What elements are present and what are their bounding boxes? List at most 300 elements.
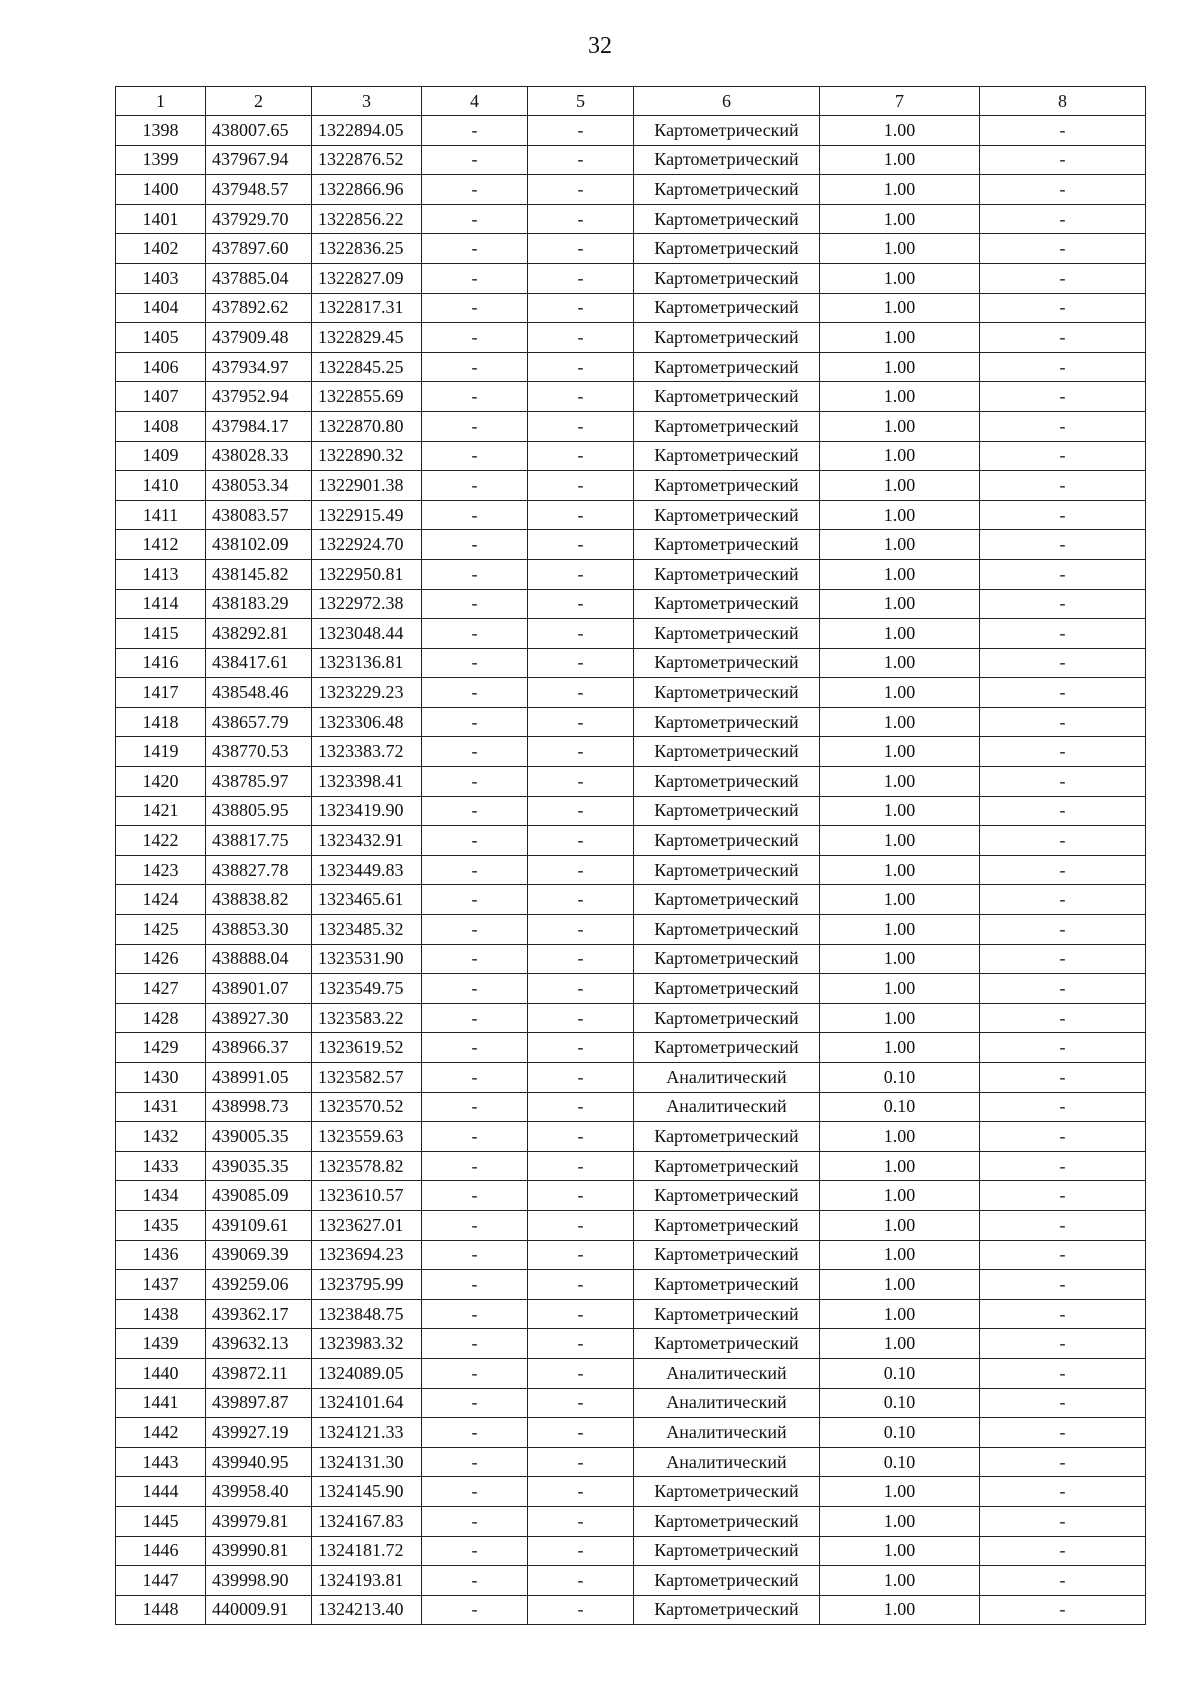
table-row — [116, 1240, 1146, 1270]
table-cell: - — [980, 559, 1146, 589]
table-cell: 440009.91 — [206, 1595, 312, 1625]
table-cell: - — [422, 1299, 528, 1329]
table-cell: 1.00 — [820, 500, 980, 530]
table-cell: - — [528, 382, 634, 412]
table-row — [116, 382, 1146, 412]
table-cell: 1324213.40 — [312, 1595, 422, 1625]
table-cell: Картометрический — [634, 530, 820, 560]
table-cell: 1323570.52 — [312, 1092, 422, 1122]
table-row — [116, 737, 1146, 767]
table-row — [116, 441, 1146, 471]
table-cell: Картометрический — [634, 974, 820, 1004]
table-cell: 1323848.75 — [312, 1299, 422, 1329]
table-cell: - — [422, 441, 528, 471]
table-cell: 1.00 — [820, 145, 980, 175]
table-cell: - — [422, 1477, 528, 1507]
table-row — [116, 263, 1146, 293]
table-cell: 1.00 — [820, 1477, 980, 1507]
table-cell: 1409 — [116, 441, 206, 471]
table-cell: - — [528, 1418, 634, 1448]
table-cell: 1444 — [116, 1477, 206, 1507]
table-cell: 1.00 — [820, 411, 980, 441]
table-cell: 1.00 — [820, 1240, 980, 1270]
table-cell: - — [422, 1003, 528, 1033]
table-cell: - — [528, 737, 634, 767]
table-cell: 1324181.72 — [312, 1536, 422, 1566]
table-cell: 1322950.81 — [312, 559, 422, 589]
table-cell: 1442 — [116, 1418, 206, 1448]
table-cell: 1402 — [116, 234, 206, 264]
table-cell: 1323465.61 — [312, 885, 422, 915]
table-cell: - — [528, 441, 634, 471]
table-cell: Картометрический — [634, 234, 820, 264]
table-cell: - — [528, 1299, 634, 1329]
table-cell: 1323306.48 — [312, 707, 422, 737]
table-cell: Картометрический — [634, 1003, 820, 1033]
table-row — [116, 1122, 1146, 1152]
table-cell: - — [422, 678, 528, 708]
table-cell: - — [422, 175, 528, 205]
table-cell: - — [980, 885, 1146, 915]
table-row — [116, 352, 1146, 382]
table-cell: - — [422, 974, 528, 1004]
table-cell: - — [980, 796, 1146, 826]
table-cell: 1322876.52 — [312, 145, 422, 175]
table-cell: 1.00 — [820, 944, 980, 974]
table-cell: Картометрический — [634, 1299, 820, 1329]
table-cell: - — [980, 1240, 1146, 1270]
table-cell: 439940.95 — [206, 1447, 312, 1477]
table-cell: - — [422, 648, 528, 678]
table-cell: 438805.95 — [206, 796, 312, 826]
table-cell: 1432 — [116, 1122, 206, 1152]
table-cell: 1323559.63 — [312, 1122, 422, 1152]
table-cell: 438183.29 — [206, 589, 312, 619]
table-cell: - — [980, 411, 1146, 441]
table-cell: 1.00 — [820, 293, 980, 323]
table-cell: 438145.82 — [206, 559, 312, 589]
table-cell: - — [528, 500, 634, 530]
table-cell: - — [980, 323, 1146, 353]
table-cell: - — [980, 944, 1146, 974]
column-header: 4 — [422, 87, 528, 116]
table-cell: - — [528, 471, 634, 501]
table-cell: - — [422, 1447, 528, 1477]
table-row — [116, 1329, 1146, 1359]
table-cell: - — [528, 974, 634, 1004]
table-cell: Картометрический — [634, 767, 820, 797]
table-row — [116, 500, 1146, 530]
table-cell: 1423 — [116, 855, 206, 885]
table-cell: 1.00 — [820, 826, 980, 856]
table-cell: - — [980, 1536, 1146, 1566]
table-cell: - — [528, 1063, 634, 1093]
table-cell: 438927.30 — [206, 1003, 312, 1033]
table-cell: 439998.90 — [206, 1566, 312, 1596]
table-cell: 1322901.38 — [312, 471, 422, 501]
table-cell: - — [422, 263, 528, 293]
table-cell: - — [422, 559, 528, 589]
table-cell: - — [980, 441, 1146, 471]
table-cell: 1.00 — [820, 175, 980, 205]
table-cell: - — [528, 293, 634, 323]
table-cell: - — [528, 1210, 634, 1240]
table-cell: 439632.13 — [206, 1329, 312, 1359]
table-cell: - — [528, 1595, 634, 1625]
table-cell: - — [528, 116, 634, 146]
table-cell: - — [980, 1477, 1146, 1507]
table-cell: 1.00 — [820, 204, 980, 234]
table-cell: 438770.53 — [206, 737, 312, 767]
table-cell: 437984.17 — [206, 411, 312, 441]
table-cell: Картометрический — [634, 1506, 820, 1536]
page-number: 32 — [588, 33, 612, 59]
table-cell: - — [980, 1122, 1146, 1152]
table-cell: - — [422, 737, 528, 767]
table-cell: - — [422, 589, 528, 619]
table-row — [116, 974, 1146, 1004]
table-cell: 1.00 — [820, 323, 980, 353]
table-cell: - — [980, 1033, 1146, 1063]
table-cell: 438083.57 — [206, 500, 312, 530]
table-cell: - — [980, 1418, 1146, 1448]
table-cell: 1324101.64 — [312, 1388, 422, 1418]
table-cell: 1.00 — [820, 352, 980, 382]
table-cell: Картометрический — [634, 944, 820, 974]
table-cell: 1.00 — [820, 974, 980, 1004]
table-cell: 1322845.25 — [312, 352, 422, 382]
table-cell: - — [422, 145, 528, 175]
table-row — [116, 1536, 1146, 1566]
table-cell: 0.10 — [820, 1092, 980, 1122]
table-cell: 1.00 — [820, 707, 980, 737]
table-cell: - — [528, 145, 634, 175]
table-cell: 1322829.45 — [312, 323, 422, 353]
table-cell: 438102.09 — [206, 530, 312, 560]
table-cell: 1323795.99 — [312, 1270, 422, 1300]
table-row — [116, 944, 1146, 974]
table-cell: - — [528, 204, 634, 234]
table-cell: 1.00 — [820, 1299, 980, 1329]
table-cell: 1322915.49 — [312, 500, 422, 530]
table-cell: Картометрический — [634, 1477, 820, 1507]
table-cell: - — [980, 234, 1146, 264]
table-cell: 437897.60 — [206, 234, 312, 264]
table-cell: - — [528, 1566, 634, 1596]
table-row — [116, 855, 1146, 885]
table-cell: 439362.17 — [206, 1299, 312, 1329]
table-cell: - — [528, 648, 634, 678]
table-cell: - — [980, 1181, 1146, 1211]
table-cell: 437885.04 — [206, 263, 312, 293]
table-cell: 438827.78 — [206, 855, 312, 885]
table-cell: 1437 — [116, 1270, 206, 1300]
table-cell: - — [980, 1092, 1146, 1122]
table-cell: Картометрический — [634, 648, 820, 678]
table-row — [116, 1151, 1146, 1181]
table-cell: - — [980, 500, 1146, 530]
table-cell: 1427 — [116, 974, 206, 1004]
table-row — [116, 767, 1146, 797]
table-cell: - — [422, 116, 528, 146]
table-cell: 1435 — [116, 1210, 206, 1240]
table-cell: - — [980, 1506, 1146, 1536]
table-cell: - — [980, 767, 1146, 797]
table-cell: - — [980, 1151, 1146, 1181]
table-cell: - — [528, 826, 634, 856]
table-cell: - — [528, 234, 634, 264]
table-cell: - — [422, 1358, 528, 1388]
table-cell: 438998.73 — [206, 1092, 312, 1122]
table-cell: 1419 — [116, 737, 206, 767]
table-cell: 1323531.90 — [312, 944, 422, 974]
table-cell: - — [528, 323, 634, 353]
table-cell: - — [980, 707, 1146, 737]
table-cell: 1406 — [116, 352, 206, 382]
table-row — [116, 619, 1146, 649]
table-row — [116, 915, 1146, 945]
table-cell: 438966.37 — [206, 1033, 312, 1063]
table-cell: Картометрический — [634, 204, 820, 234]
column-header: 8 — [980, 87, 1146, 116]
table-cell: 437892.62 — [206, 293, 312, 323]
table-cell: - — [422, 915, 528, 945]
table-cell: 437934.97 — [206, 352, 312, 382]
table-cell: 1436 — [116, 1240, 206, 1270]
table-cell: - — [980, 1595, 1146, 1625]
table-cell: 1.00 — [820, 1329, 980, 1359]
table-cell: - — [528, 1033, 634, 1063]
table-cell: Картометрический — [634, 619, 820, 649]
table-cell: 0.10 — [820, 1358, 980, 1388]
table-cell: - — [528, 1358, 634, 1388]
table-row — [116, 559, 1146, 589]
table-cell: - — [980, 116, 1146, 146]
table-cell: - — [980, 855, 1146, 885]
table-cell: 1433 — [116, 1151, 206, 1181]
table-cell: - — [528, 1270, 634, 1300]
table-cell: - — [422, 1122, 528, 1152]
table-cell: 1438 — [116, 1299, 206, 1329]
table-cell: 1411 — [116, 500, 206, 530]
table-cell: 439069.39 — [206, 1240, 312, 1270]
table-cell: 1323419.90 — [312, 796, 422, 826]
table-cell: - — [528, 855, 634, 885]
table-cell: 1.00 — [820, 1033, 980, 1063]
table-cell: 1400 — [116, 175, 206, 205]
table-cell: Картометрический — [634, 1151, 820, 1181]
table-cell: Картометрический — [634, 1240, 820, 1270]
table-cell: 1322870.80 — [312, 411, 422, 441]
table-cell: - — [528, 885, 634, 915]
table-cell: 1414 — [116, 589, 206, 619]
table-cell: 1441 — [116, 1388, 206, 1418]
table-cell: 1422 — [116, 826, 206, 856]
table-cell: 438785.97 — [206, 767, 312, 797]
table-cell: 439259.06 — [206, 1270, 312, 1300]
table-cell: Картометрический — [634, 1270, 820, 1300]
table-cell: - — [422, 382, 528, 412]
table-cell: - — [422, 1092, 528, 1122]
table-row — [116, 1447, 1146, 1477]
table-cell: - — [528, 1003, 634, 1033]
table-cell: 1324121.33 — [312, 1418, 422, 1448]
table-cell: Картометрический — [634, 707, 820, 737]
table-row — [116, 1063, 1146, 1093]
table-cell: 438007.65 — [206, 116, 312, 146]
table-cell: 1324131.30 — [312, 1447, 422, 1477]
table-cell: 1.00 — [820, 767, 980, 797]
table-cell: - — [422, 1566, 528, 1596]
table-cell: - — [980, 530, 1146, 560]
table-cell: Аналитический — [634, 1418, 820, 1448]
table-cell: - — [980, 1063, 1146, 1093]
table-cell: - — [528, 175, 634, 205]
table-cell: Картометрический — [634, 885, 820, 915]
table-cell: - — [422, 944, 528, 974]
table-cell: 1323627.01 — [312, 1210, 422, 1240]
table-cell: - — [422, 293, 528, 323]
table-row — [116, 1477, 1146, 1507]
table-cell: 1440 — [116, 1358, 206, 1388]
table-row — [116, 204, 1146, 234]
table-cell: - — [528, 263, 634, 293]
table-cell: 1.00 — [820, 737, 980, 767]
table-cell: Картометрический — [634, 145, 820, 175]
table-cell: 1443 — [116, 1447, 206, 1477]
table-cell: - — [422, 707, 528, 737]
table-cell: 438838.82 — [206, 885, 312, 915]
table-row — [116, 1003, 1146, 1033]
table-cell: - — [422, 500, 528, 530]
table-cell: 439897.87 — [206, 1388, 312, 1418]
table-row — [116, 530, 1146, 560]
table-cell: 1323694.23 — [312, 1240, 422, 1270]
table-cell: 0.10 — [820, 1447, 980, 1477]
table-cell: 1.00 — [820, 1506, 980, 1536]
table-cell: 1323582.57 — [312, 1063, 422, 1093]
table-cell: Картометрический — [634, 263, 820, 293]
table-row — [116, 589, 1146, 619]
table-cell: 1425 — [116, 915, 206, 945]
table-cell: - — [422, 1595, 528, 1625]
table-cell: 438657.79 — [206, 707, 312, 737]
table-cell: 1408 — [116, 411, 206, 441]
table-cell: - — [528, 678, 634, 708]
table-cell: Картометрический — [634, 116, 820, 146]
table-cell: 1415 — [116, 619, 206, 649]
table-cell: Картометрический — [634, 441, 820, 471]
table-cell: 438292.81 — [206, 619, 312, 649]
table-cell: - — [528, 915, 634, 945]
table-cell: - — [980, 1447, 1146, 1477]
table-cell: 1.00 — [820, 263, 980, 293]
table-cell: 0.10 — [820, 1388, 980, 1418]
table-cell: 1324193.81 — [312, 1566, 422, 1596]
table-cell: - — [528, 1388, 634, 1418]
table-cell: 1.00 — [820, 1595, 980, 1625]
table-cell: Картометрический — [634, 559, 820, 589]
table-row — [116, 234, 1146, 264]
table-cell: 1.00 — [820, 559, 980, 589]
table-cell: - — [528, 1506, 634, 1536]
table-cell: 439872.11 — [206, 1358, 312, 1388]
table-row — [116, 1566, 1146, 1596]
table-cell: 1426 — [116, 944, 206, 974]
table-cell: Картометрический — [634, 500, 820, 530]
coordinates-table — [115, 86, 1146, 1625]
table-cell: - — [528, 944, 634, 974]
table-cell: Картометрический — [634, 796, 820, 826]
table-row — [116, 323, 1146, 353]
table-cell: - — [528, 707, 634, 737]
table-cell: 1401 — [116, 204, 206, 234]
table-cell: - — [980, 1003, 1146, 1033]
table-cell: 1.00 — [820, 855, 980, 885]
table-row — [116, 1388, 1146, 1418]
table-row — [116, 1418, 1146, 1448]
table-cell: 1324167.83 — [312, 1506, 422, 1536]
table-cell: 437967.94 — [206, 145, 312, 175]
table-cell: 438888.04 — [206, 944, 312, 974]
table-row — [116, 116, 1146, 146]
table-cell: 1407 — [116, 382, 206, 412]
table-cell: 1323583.22 — [312, 1003, 422, 1033]
table-cell: - — [422, 619, 528, 649]
table-cell: Картометрический — [634, 1122, 820, 1152]
table-cell: 438817.75 — [206, 826, 312, 856]
table-cell: 1322894.05 — [312, 116, 422, 146]
table-cell: - — [980, 352, 1146, 382]
table-cell: - — [980, 471, 1146, 501]
table-cell: 438901.07 — [206, 974, 312, 1004]
table-cell: Картометрический — [634, 382, 820, 412]
table-cell: 1.00 — [820, 1270, 980, 1300]
table-cell: - — [980, 263, 1146, 293]
table-cell: - — [528, 411, 634, 441]
table-cell: - — [980, 1329, 1146, 1359]
table-cell: 1322890.32 — [312, 441, 422, 471]
table-cell: - — [422, 1329, 528, 1359]
table-cell: Картометрический — [634, 589, 820, 619]
table-cell: - — [422, 471, 528, 501]
table-cell: - — [422, 1388, 528, 1418]
table-cell: - — [980, 826, 1146, 856]
table-cell: - — [422, 796, 528, 826]
column-header: 2 — [206, 87, 312, 116]
table-cell: - — [422, 1033, 528, 1063]
table-cell: - — [528, 530, 634, 560]
table-cell: 1323549.75 — [312, 974, 422, 1004]
table-cell: 1447 — [116, 1566, 206, 1596]
table-cell: - — [422, 1063, 528, 1093]
table-cell: 1323398.41 — [312, 767, 422, 797]
column-header: 5 — [528, 87, 634, 116]
table-cell: 1322924.70 — [312, 530, 422, 560]
table-cell: - — [422, 411, 528, 441]
table-cell: 1.00 — [820, 441, 980, 471]
table-cell: 438548.46 — [206, 678, 312, 708]
table-row — [116, 1181, 1146, 1211]
table-cell: 1.00 — [820, 915, 980, 945]
table-cell: 1398 — [116, 116, 206, 146]
table-cell: 1439 — [116, 1329, 206, 1359]
column-header: 1 — [116, 87, 206, 116]
table-cell: - — [422, 1506, 528, 1536]
table-cell: 1323229.23 — [312, 678, 422, 708]
table-cell: - — [980, 145, 1146, 175]
table-cell: - — [528, 1092, 634, 1122]
